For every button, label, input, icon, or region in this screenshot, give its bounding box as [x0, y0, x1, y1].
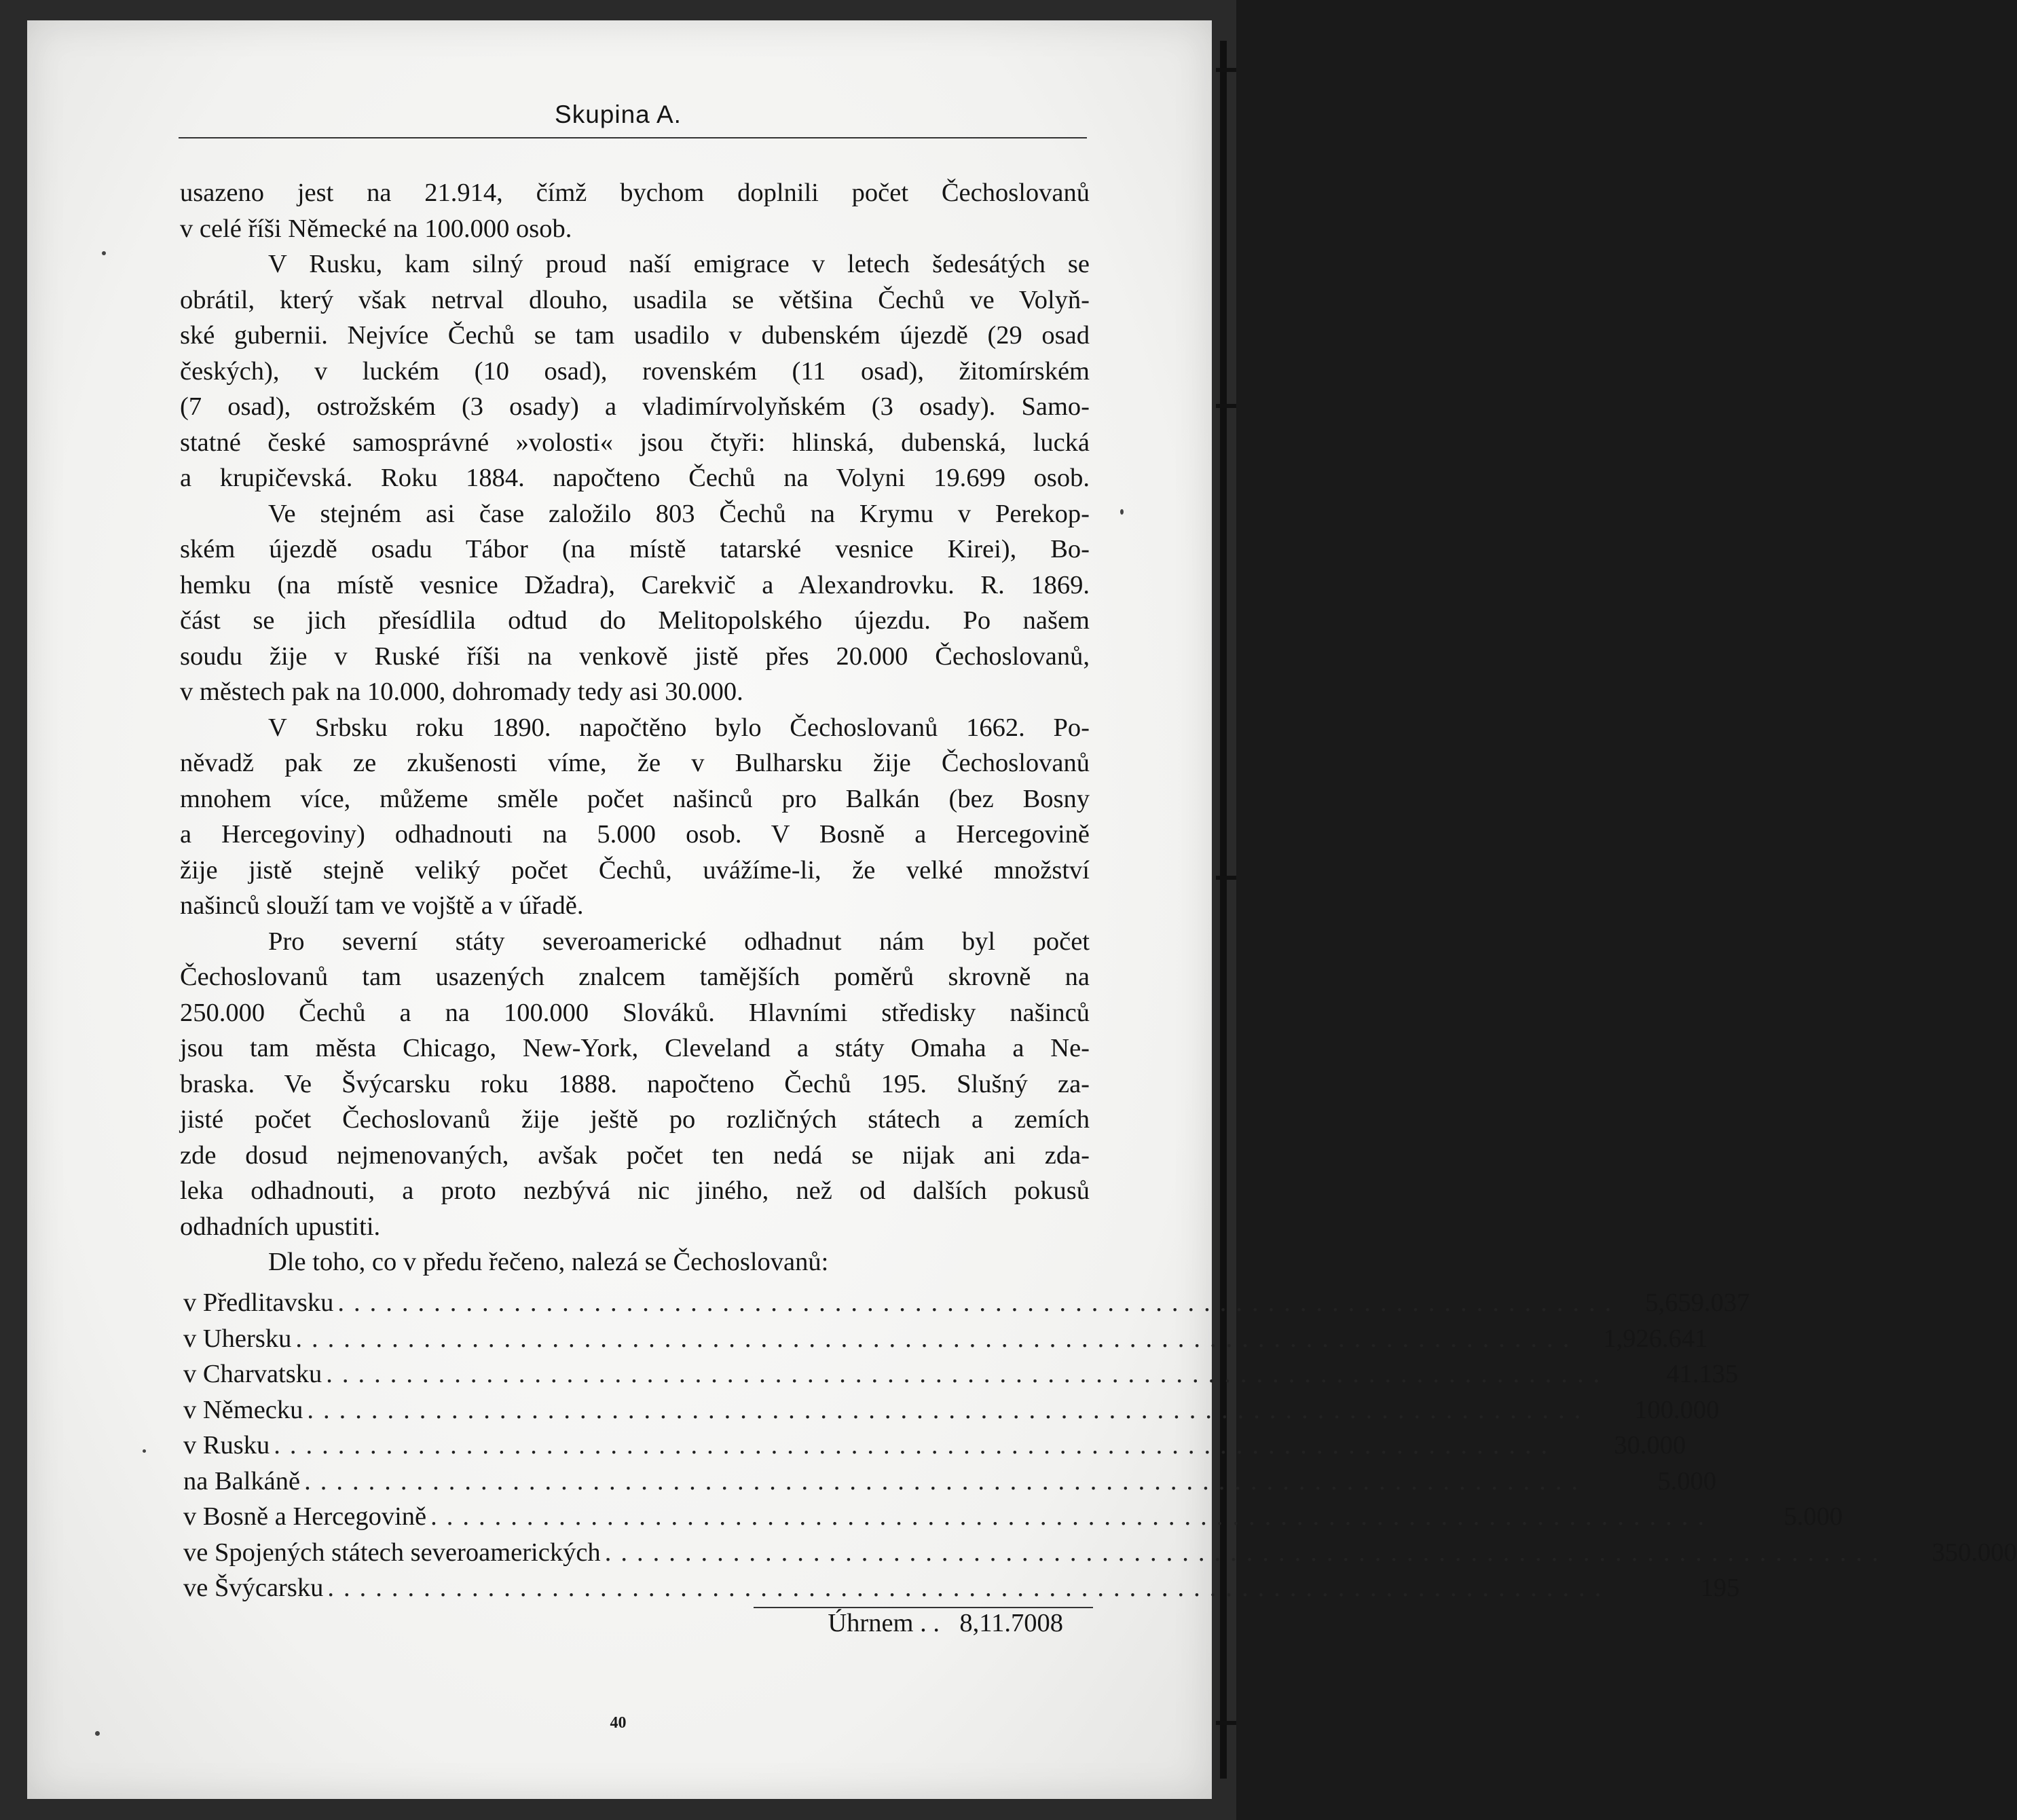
text-line: statné české samosprávné »volosti« jsou čtyři: hlinská, dubenská, lucká — [180, 428, 1090, 457]
region-label: na Balkáně — [183, 1466, 301, 1496]
text-line: Ve stejném asi čase založilo 803 Čechů na Krymu v Perekop- — [268, 499, 1090, 528]
text-line: V Srbsku roku 1890. napočtěno bylo Čechoslovanů 1662. Po- — [268, 713, 1090, 742]
region-label: v Rusku — [183, 1431, 270, 1460]
dot-leader: ................................................................................ — [327, 1574, 1611, 1602]
text-line: v celé říši Německé na 100.000 osob. — [180, 214, 572, 243]
sum-row — [747, 1605, 1063, 1641]
binding-mark — [1216, 68, 1236, 72]
text-line: a Hercegoviny) odhadnouti na 5.000 osob. V Bosně a Hercegovině — [180, 820, 1090, 849]
header-rule — [179, 137, 1087, 138]
text-line: V Rusku, kam silný proud naší emigrace v letech šedesátých se — [268, 250, 1090, 278]
text-line: a krupičevská. Roku 1884. napočteno Čechů na Volyni 19.699 osob. — [180, 464, 1090, 492]
text-line: obrátil, který však netrval dlouho, usadila se většina Čechů ve Volyň- — [180, 285, 1090, 314]
table-row — [183, 1285, 1750, 1321]
text-line: našinců slouží tam ve vojště a v úřadě. — [180, 891, 584, 920]
dot-leader: ................................................................................ — [430, 1502, 1714, 1531]
text-line: braska. Ve Švýcarsku roku 1888. napočteno Čechů 195. Slušný za- — [180, 1069, 1090, 1098]
table-row — [183, 1499, 1843, 1535]
dot-leader: ................................................................................ — [337, 1288, 1621, 1317]
population-value: 350.000 — [1931, 1538, 2017, 1567]
binding-mark — [1216, 404, 1236, 408]
running-title: Skupina A. — [555, 100, 682, 128]
text-line: ské gubernii. Nejvíce Čechů se tam usadilo v dubenském újezdě (29 osad — [180, 321, 1090, 350]
population-value: 30.000 — [1614, 1431, 1686, 1460]
text-line: Dle toho, co v předu řečeno, nalezá se Čechoslovanů: — [268, 1248, 829, 1276]
totals-table — [183, 1285, 2017, 1606]
region-label: ve Švýcarsku — [183, 1574, 324, 1602]
scan-speck — [1120, 509, 1124, 515]
region-label: v Bosně a Hercegovině — [183, 1502, 427, 1531]
text-line: 250.000 Čechů a na 100.000 Slováků. Hlavními středisky našinců — [180, 998, 1090, 1027]
region-label: v Německu — [183, 1395, 303, 1424]
dot-leader: ................................................................................ — [604, 1538, 1888, 1567]
page-number: 40 — [610, 1714, 627, 1732]
scan-speck — [102, 251, 106, 255]
text-line: (7 osad), ostrožském (3 osady) a vladimírvolyňském (3 osady). Samo- — [180, 392, 1090, 421]
text-line: hemku (na místě vesnice Džadra), Carekvič a Alexandrovku. R. 1869. — [180, 570, 1090, 599]
dot-leader: ................................................................................ — [326, 1360, 1610, 1388]
text-line: usazeno jest na 21.914, čímž bychom doplnili počet Čechoslovanů — [180, 179, 1090, 207]
text-line: leka odhadnouti, a proto nezbývá nic jiného, než od dalších pokusů — [180, 1176, 1090, 1205]
text-line: jisté počet Čechoslovanů žije ještě po rozličných státech a zemích — [180, 1105, 1090, 1134]
table-row — [183, 1464, 1717, 1500]
table-row — [183, 1428, 1686, 1464]
text-line: v městech pak na 10.000, dohromady tedy asi 30.000. — [180, 677, 743, 706]
population-value: 5.000 — [1657, 1466, 1717, 1496]
text-line: ském újezdě osadu Tábor (na místě tatarské vesnice Kirei), Bo- — [180, 535, 1090, 563]
text-line: zde dosud nejmenovaných, avšak počet ten nedá se nijak ani zda- — [180, 1140, 1090, 1170]
table-row — [183, 1535, 2017, 1571]
binding-mark — [1216, 876, 1236, 880]
table-row — [183, 1392, 1720, 1428]
dot-leader: ................................................................................ — [304, 1466, 1588, 1496]
table-row — [183, 1570, 1740, 1606]
population-value: 195 — [1700, 1574, 1740, 1602]
dot-leader: ................................................................................ — [274, 1431, 1557, 1460]
population-value: 5.000 — [1783, 1502, 1843, 1531]
population-value: 100.000 — [1634, 1395, 1720, 1424]
population-value: 1,926.641 — [1603, 1324, 1708, 1353]
text-line: část se jich přesídlila odtud do Melitopolského újezdu. Po našem — [180, 606, 1090, 635]
sum-value: 8,11.7008 — [959, 1609, 1063, 1637]
text-line: jsou tam města Chicago, New-York, Cleveland a státy Omaha a Ne- — [180, 1034, 1090, 1062]
table-row — [183, 1356, 1739, 1392]
region-label: ve Spojených státech severoamerických — [183, 1538, 601, 1567]
text-line: něvadž pak ze zkušenosti víme, že v Bulharsku žije Čechoslovanů — [180, 749, 1090, 777]
text-line: Pro severní státy severoamerické odhadnut nám byl počet — [268, 927, 1090, 956]
region-label: v Uhersku — [183, 1324, 292, 1353]
table-row — [183, 1321, 1708, 1357]
text-line: odhadních upustiti. — [180, 1212, 381, 1241]
dot-leader: ................................................................................ — [295, 1324, 1579, 1353]
population-value: 5,659.037 — [1645, 1288, 1750, 1317]
population-value: 41.135 — [1666, 1360, 1739, 1388]
dot-leader: ................................................................................ — [307, 1395, 1591, 1424]
text-line: žije jistě stejně veliký počet Čechů, uvážíme-li, že velké množství — [180, 855, 1090, 885]
sum-label: Úhrnem . . — [828, 1609, 940, 1637]
body-text — [180, 175, 1090, 1280]
region-label: v Předlitavsku — [183, 1288, 334, 1317]
text-line: mnohem více, můžeme směle počet našinců pro Balkán (bez Bosny — [180, 784, 1090, 813]
region-label: v Charvatsku — [183, 1360, 322, 1388]
text-line: Čechoslovanů tam usazených znalcem tamějších poměrů skrovně na — [180, 963, 1090, 991]
text-line: českých), v luckém (10 osad), rovenském (11 osad), žitomírském — [180, 356, 1090, 386]
text-line: soudu žije v Ruské říši na venkově jistě přes 20.000 Čechoslovanů, — [180, 642, 1090, 671]
scan-speck — [143, 1449, 146, 1453]
